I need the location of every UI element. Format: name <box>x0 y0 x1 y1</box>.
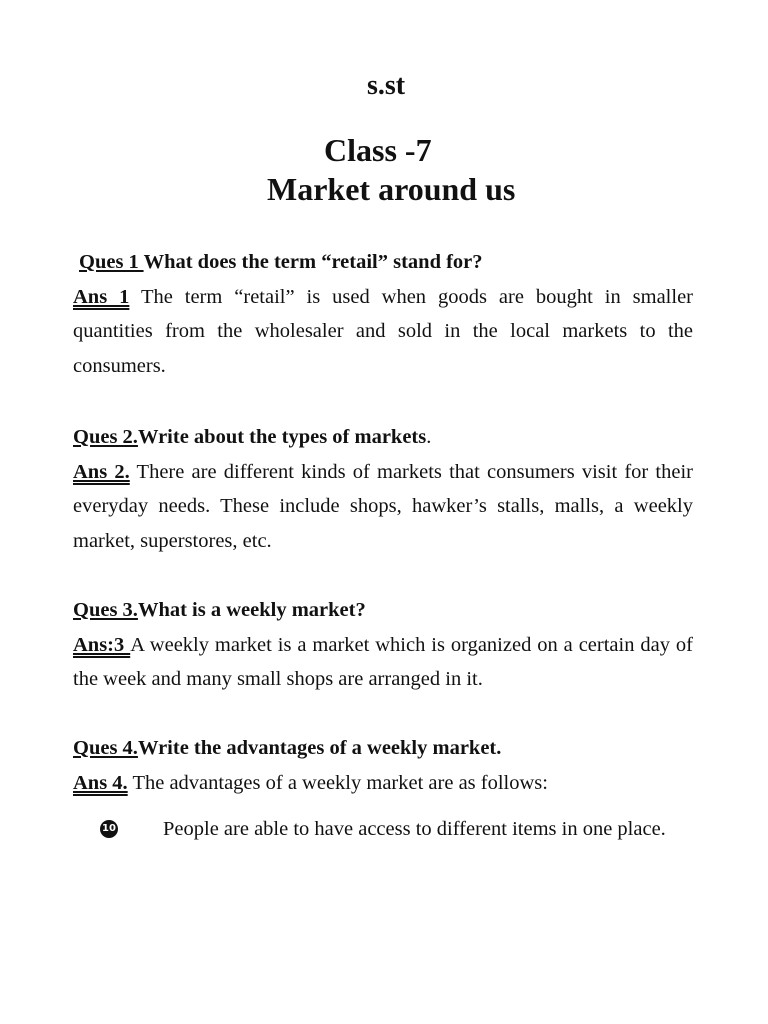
answer-4 <box>73 766 693 801</box>
chapter-title: Market around us <box>267 171 516 207</box>
question-1 <box>73 245 693 280</box>
answer-text: A weekly market is a market which is organized on a certain day of the week and many small shops are arranged in it. <box>73 633 694 690</box>
question-text: What does the term “retail” stand for? <box>143 251 483 273</box>
question-label: Ques 1 <box>79 251 144 273</box>
question-text: Write the advantages of a weekly market. <box>137 737 502 759</box>
question-text: Write about the types of markets <box>137 426 427 448</box>
answer-label: Ans 1 <box>73 285 130 308</box>
question-label: Ques 4. <box>73 737 138 759</box>
answer-label: Ans:3 <box>73 633 131 656</box>
question-suffix: . <box>426 426 432 448</box>
question-text: What is a weekly market? <box>137 599 366 621</box>
qa-block-2 <box>73 420 693 558</box>
class-heading: Class -7 <box>324 132 432 168</box>
answer-label: Ans 4. <box>73 771 128 794</box>
subject-heading: s.st <box>366 70 406 101</box>
question-2 <box>73 420 693 455</box>
bullet-text: People are able to have access to different items in one place. <box>163 818 666 840</box>
answer-text: There are different kinds of markets that consumers visit for their everyday needs. These include shops, hawker’s stalls, malls, a weekly market, superstores, etc. <box>73 460 693 552</box>
answer-2 <box>73 455 693 559</box>
answer-3 <box>73 628 693 697</box>
numbered-circle-icon: 10 <box>100 820 118 838</box>
bullet-item-1 <box>100 812 693 847</box>
qa-block-1 <box>73 245 693 383</box>
answer-label: Ans 2. <box>73 460 130 483</box>
question-label: Ques 2. <box>73 426 138 448</box>
question-3 <box>73 593 693 628</box>
question-4 <box>73 731 693 766</box>
answer-1 <box>73 280 693 384</box>
answer-text: The advantages of a weekly market are as follows: <box>127 771 548 794</box>
question-label: Ques 3. <box>73 599 138 621</box>
answer-text: The term “retail” is used when goods are bought in smaller quantities from the wholesaler and sold in the local markets to the consumers. <box>73 285 693 377</box>
qa-block-4 <box>73 731 693 800</box>
qa-block-3 <box>73 593 693 697</box>
